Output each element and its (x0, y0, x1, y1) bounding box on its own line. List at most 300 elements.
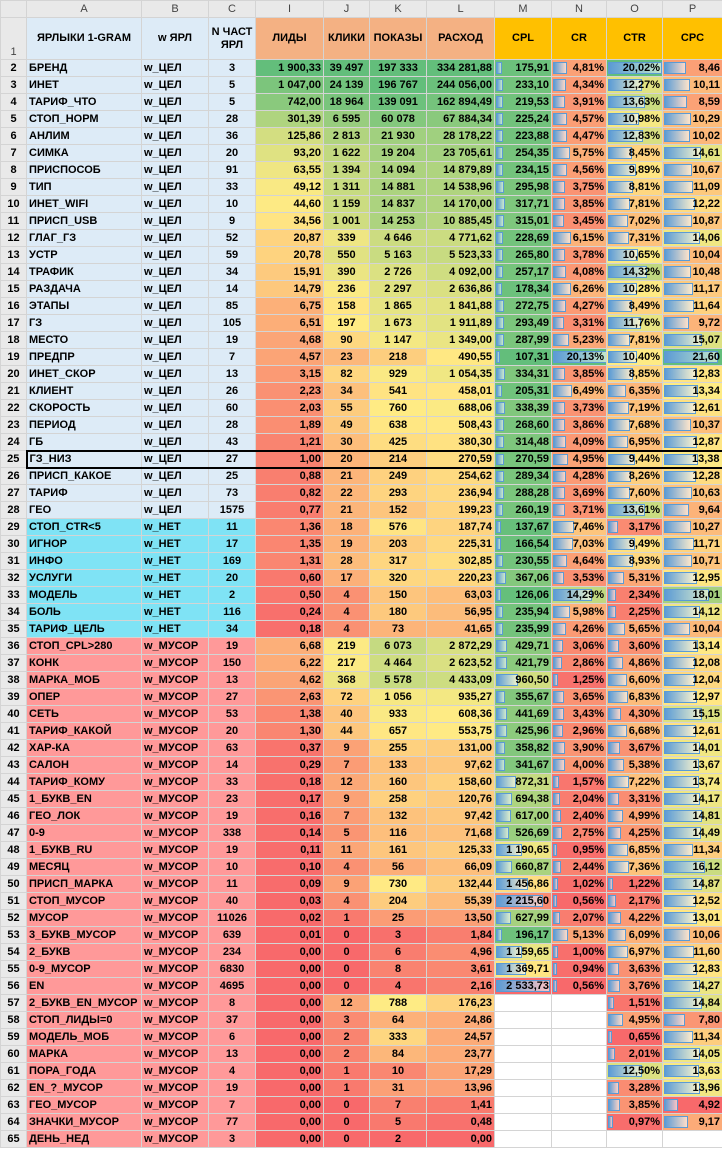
cell-cpl[interactable] (495, 587, 552, 604)
cell-cost[interactable]: 270,59 (427, 451, 495, 468)
cell-shows[interactable]: 1 147 (370, 332, 427, 349)
cell-ctr[interactable] (607, 944, 663, 961)
cell-cr[interactable] (552, 1080, 607, 1097)
cell-shows[interactable]: 64 (370, 1012, 427, 1029)
cell-cpc[interactable] (663, 978, 722, 995)
cell-cpc[interactable] (663, 604, 722, 621)
cell-ctr[interactable] (607, 451, 663, 468)
cell-lids[interactable]: 0,10 (256, 859, 324, 876)
cell-weight[interactable]: w_МУСОР (142, 944, 209, 961)
cell-cost[interactable]: 14 879,89 (427, 162, 495, 179)
cell-cpc[interactable] (663, 417, 722, 434)
cell-cost[interactable]: 41,65 (427, 621, 495, 638)
cell-cr[interactable] (552, 400, 607, 417)
cell-ctr[interactable] (607, 604, 663, 621)
cell-weight[interactable]: w_ЦЕЛ (142, 77, 209, 94)
row-number[interactable]: 41 (1, 723, 27, 740)
row-number[interactable]: 30 (1, 536, 27, 553)
cell-cr[interactable] (552, 332, 607, 349)
cell-cpc[interactable] (663, 808, 722, 825)
cell-count[interactable]: 43 (209, 434, 256, 451)
cell-cost[interactable]: 302,85 (427, 553, 495, 570)
cell-cost[interactable]: 608,36 (427, 706, 495, 723)
cell-cost[interactable]: 688,06 (427, 400, 495, 417)
cell-weight[interactable]: w_ЦЕЛ (142, 247, 209, 264)
cell-cpl[interactable] (495, 978, 552, 995)
cell-weight[interactable]: w_МУСОР (142, 774, 209, 791)
cell-count[interactable]: 23 (209, 791, 256, 808)
cell-cr[interactable] (552, 842, 607, 859)
cell-cost[interactable]: 458,01 (427, 383, 495, 400)
cell-weight[interactable]: w_ЦЕЛ (142, 264, 209, 281)
cell-cr[interactable] (552, 383, 607, 400)
cell-weight[interactable]: w_МУСОР (142, 842, 209, 859)
cell-count[interactable]: 19 (209, 332, 256, 349)
cell-label[interactable]: САЛОН (27, 757, 142, 774)
cell-ctr[interactable] (607, 298, 663, 315)
cell-clicks[interactable]: 21 (324, 468, 370, 485)
cell-cpc[interactable] (663, 60, 722, 77)
cell-lids[interactable]: 0,18 (256, 621, 324, 638)
cell-label[interactable]: ПЕРИОД (27, 417, 142, 434)
cell-clicks[interactable]: 2 (324, 1029, 370, 1046)
cell-shows[interactable]: 293 (370, 485, 427, 502)
cell-ctr[interactable] (607, 247, 663, 264)
cell-cpc[interactable] (663, 77, 722, 94)
row-number[interactable]: 18 (1, 332, 27, 349)
cell-cost[interactable]: 2 623,52 (427, 655, 495, 672)
cell-ctr[interactable] (607, 60, 663, 77)
cell-lids[interactable]: 4,57 (256, 349, 324, 366)
row-number[interactable]: 60 (1, 1046, 27, 1063)
cell-weight[interactable]: w_ЦЕЛ (142, 162, 209, 179)
cell-cr[interactable] (552, 1029, 607, 1046)
cell-lids[interactable]: 1 047,00 (256, 77, 324, 94)
cell-weight[interactable]: w_МУСОР (142, 1012, 209, 1029)
cell-cpl[interactable] (495, 808, 552, 825)
cell-cpc[interactable] (663, 1097, 722, 1114)
row-number[interactable]: 9 (1, 179, 27, 196)
cell-cpc[interactable] (663, 876, 722, 893)
cell-cpl[interactable] (495, 553, 552, 570)
cell-lids[interactable]: 14,79 (256, 281, 324, 298)
cell-cpc[interactable] (663, 536, 722, 553)
cell-ctr[interactable] (607, 179, 663, 196)
cell-weight[interactable]: w_ЦЕЛ (142, 434, 209, 451)
cell-cost[interactable]: 24,86 (427, 1012, 495, 1029)
cell-count[interactable]: 33 (209, 774, 256, 791)
cell-cr[interactable] (552, 94, 607, 111)
cell-ctr[interactable] (607, 1131, 663, 1148)
cell-cost[interactable]: 236,94 (427, 485, 495, 502)
cell-shows[interactable]: 5 163 (370, 247, 427, 264)
cell-cpl[interactable] (495, 417, 552, 434)
row-number[interactable]: 61 (1, 1063, 27, 1080)
cell-lids[interactable]: 6,51 (256, 315, 324, 332)
cell-ctr[interactable] (607, 230, 663, 247)
cell-cpl[interactable] (495, 60, 552, 77)
cell-count[interactable]: 28 (209, 417, 256, 434)
cell-cpl[interactable] (495, 349, 552, 366)
cell-cpc[interactable] (663, 468, 722, 485)
cell-cost[interactable]: 13,96 (427, 1080, 495, 1097)
cell-cr[interactable] (552, 1114, 607, 1131)
cell-clicks[interactable]: 9 (324, 740, 370, 757)
cell-ctr[interactable] (607, 536, 663, 553)
cell-weight[interactable]: w_МУСОР (142, 995, 209, 1012)
cell-count[interactable]: 14 (209, 757, 256, 774)
cell-clicks[interactable]: 4 (324, 859, 370, 876)
cell-count[interactable]: 9 (209, 213, 256, 230)
cell-shows[interactable]: 161 (370, 842, 427, 859)
cell-cost[interactable]: 24,57 (427, 1029, 495, 1046)
cell-count[interactable]: 17 (209, 536, 256, 553)
cell-clicks[interactable]: 44 (324, 723, 370, 740)
cell-label[interactable]: ПРИСП_КАКОЕ (27, 468, 142, 485)
row-number[interactable]: 36 (1, 638, 27, 655)
cell-cpc[interactable] (663, 383, 722, 400)
cell-cpc[interactable] (663, 995, 722, 1012)
cell-clicks[interactable]: 4 (324, 604, 370, 621)
cell-shows[interactable]: 5 578 (370, 672, 427, 689)
cell-cost[interactable]: 220,23 (427, 570, 495, 587)
cell-lids[interactable]: 0,14 (256, 825, 324, 842)
cell-label[interactable]: ИГНОР (27, 536, 142, 553)
cell-count[interactable]: 19 (209, 638, 256, 655)
cell-label[interactable]: ГЗ_НИЗ (27, 451, 142, 468)
cell-lids[interactable]: 49,12 (256, 179, 324, 196)
cell-clicks[interactable]: 19 (324, 536, 370, 553)
header-cell-m[interactable]: CPL (495, 18, 552, 60)
cell-cpc[interactable] (663, 315, 722, 332)
cell-label[interactable]: МОДЕЛЬ (27, 587, 142, 604)
cell-cr[interactable] (552, 434, 607, 451)
cell-cpl[interactable] (495, 196, 552, 213)
row-number[interactable]: 64 (1, 1114, 27, 1131)
cell-cost[interactable]: 23,77 (427, 1046, 495, 1063)
cell-cost[interactable]: 2 872,29 (427, 638, 495, 655)
cell-label[interactable]: ПРИСПОСОБ (27, 162, 142, 179)
cell-cpc[interactable] (663, 689, 722, 706)
cell-lids[interactable]: 0,03 (256, 893, 324, 910)
cell-count[interactable]: 3 (209, 1131, 256, 1148)
column-letter-n[interactable]: N (552, 1, 607, 18)
cell-cost[interactable]: 56,95 (427, 604, 495, 621)
cell-cost[interactable]: 1 911,89 (427, 315, 495, 332)
cell-cr[interactable] (552, 723, 607, 740)
cell-ctr[interactable] (607, 162, 663, 179)
cell-lids[interactable]: 0,82 (256, 485, 324, 502)
cell-lids[interactable]: 6,68 (256, 638, 324, 655)
cell-clicks[interactable]: 236 (324, 281, 370, 298)
cell-weight[interactable]: w_МУСОР (142, 689, 209, 706)
cell-label[interactable]: ТИП (27, 179, 142, 196)
cell-ctr[interactable] (607, 638, 663, 655)
cell-clicks[interactable]: 339 (324, 230, 370, 247)
cell-label[interactable]: РАЗДАЧА (27, 281, 142, 298)
cell-label[interactable]: ТРАФИК (27, 264, 142, 281)
cell-cost[interactable]: 5 523,33 (427, 247, 495, 264)
cell-cpc[interactable] (663, 1063, 722, 1080)
cell-cost[interactable]: 125,33 (427, 842, 495, 859)
column-letter-m[interactable]: M (495, 1, 552, 18)
cell-count[interactable]: 13 (209, 366, 256, 383)
cell-lids[interactable]: 0,24 (256, 604, 324, 621)
header-cell-l[interactable]: РАСХОД (427, 18, 495, 60)
cell-cpc[interactable] (663, 723, 722, 740)
cell-cpl[interactable] (495, 1029, 552, 1046)
cell-weight[interactable]: w_ЦЕЛ (142, 94, 209, 111)
cell-count[interactable]: 20 (209, 570, 256, 587)
cell-lids[interactable]: 63,55 (256, 162, 324, 179)
cell-shows[interactable]: 1 865 (370, 298, 427, 315)
cell-cpc[interactable] (663, 128, 722, 145)
cell-cpl[interactable] (495, 230, 552, 247)
cell-weight[interactable]: w_МУСОР (142, 655, 209, 672)
row-number[interactable]: 53 (1, 927, 27, 944)
cell-shows[interactable]: 14 253 (370, 213, 427, 230)
cell-weight[interactable]: w_МУСОР (142, 910, 209, 927)
cell-clicks[interactable]: 12 (324, 774, 370, 791)
cell-shows[interactable]: 258 (370, 791, 427, 808)
cell-cpl[interactable] (495, 876, 552, 893)
cell-label[interactable]: МОДЕЛЬ_МОБ (27, 1029, 142, 1046)
cell-count[interactable]: 19 (209, 1080, 256, 1097)
cell-weight[interactable]: w_НЕТ (142, 570, 209, 587)
cell-cpl[interactable] (495, 400, 552, 417)
cell-cr[interactable] (552, 791, 607, 808)
cell-cost[interactable]: 1,41 (427, 1097, 495, 1114)
cell-cpl[interactable] (495, 961, 552, 978)
cell-cpl[interactable] (495, 264, 552, 281)
cell-count[interactable]: 27 (209, 689, 256, 706)
cell-ctr[interactable] (607, 1063, 663, 1080)
cell-weight[interactable]: w_ЦЕЛ (142, 383, 209, 400)
cell-weight[interactable]: w_НЕТ (142, 621, 209, 638)
cell-cost[interactable]: 176,23 (427, 995, 495, 1012)
cell-label[interactable]: ГЕО_МУСОР (27, 1097, 142, 1114)
cell-weight[interactable]: w_МУСОР (142, 1131, 209, 1148)
cell-cpc[interactable] (663, 366, 722, 383)
cell-cr[interactable] (552, 876, 607, 893)
cell-shows[interactable]: 320 (370, 570, 427, 587)
row-number[interactable]: 42 (1, 740, 27, 757)
cell-clicks[interactable]: 1 (324, 910, 370, 927)
cell-count[interactable]: 53 (209, 706, 256, 723)
cell-cpc[interactable] (663, 349, 722, 366)
cell-shows[interactable]: 6 073 (370, 638, 427, 655)
cell-count[interactable]: 85 (209, 298, 256, 315)
cell-cpc[interactable] (663, 570, 722, 587)
cell-weight[interactable]: w_МУСОР (142, 706, 209, 723)
cell-cpl[interactable] (495, 672, 552, 689)
cell-ctr[interactable] (607, 689, 663, 706)
cell-clicks[interactable]: 11 (324, 842, 370, 859)
row-number[interactable]: 10 (1, 196, 27, 213)
cell-ctr[interactable] (607, 791, 663, 808)
cell-cr[interactable] (552, 281, 607, 298)
cell-label[interactable]: 2_БУКВ (27, 944, 142, 961)
cell-lids[interactable]: 0,00 (256, 1029, 324, 1046)
cell-weight[interactable]: w_МУСОР (142, 893, 209, 910)
cell-cr[interactable] (552, 808, 607, 825)
cell-cost[interactable]: 199,23 (427, 502, 495, 519)
cell-lids[interactable]: 0,77 (256, 502, 324, 519)
cell-weight[interactable]: w_МУСОР (142, 808, 209, 825)
cell-label[interactable]: 0-9_МУСОР (27, 961, 142, 978)
cell-weight[interactable]: w_МУСОР (142, 1080, 209, 1097)
cell-lids[interactable]: 0,00 (256, 1063, 324, 1080)
cell-count[interactable]: 6 (209, 1029, 256, 1046)
cell-ctr[interactable] (607, 621, 663, 638)
cell-ctr[interactable] (607, 723, 663, 740)
cell-cost[interactable]: 97,62 (427, 757, 495, 774)
cell-ctr[interactable] (607, 774, 663, 791)
cell-lids[interactable]: 6,22 (256, 655, 324, 672)
row-number[interactable]: 13 (1, 247, 27, 264)
cell-cost[interactable]: 10 885,45 (427, 213, 495, 230)
cell-cr[interactable] (552, 604, 607, 621)
cell-cpl[interactable] (495, 740, 552, 757)
cell-count[interactable]: 8 (209, 995, 256, 1012)
cell-cr[interactable] (552, 230, 607, 247)
cell-label[interactable]: МЕСТО (27, 332, 142, 349)
cell-clicks[interactable]: 7 (324, 757, 370, 774)
cell-clicks[interactable]: 55 (324, 400, 370, 417)
cell-count[interactable]: 169 (209, 553, 256, 570)
cell-cpc[interactable] (663, 451, 722, 468)
cell-cpc[interactable] (663, 672, 722, 689)
cell-clicks[interactable]: 72 (324, 689, 370, 706)
cell-cpl[interactable] (495, 706, 552, 723)
cell-label[interactable]: ТАРИФ_КОМУ (27, 774, 142, 791)
row-number[interactable]: 59 (1, 1029, 27, 1046)
cell-label[interactable]: ИНЕТ (27, 77, 142, 94)
cell-cr[interactable] (552, 77, 607, 94)
cell-cost[interactable]: 1,84 (427, 927, 495, 944)
cell-label[interactable]: ДЕНЬ_НЕД (27, 1131, 142, 1148)
cell-cpc[interactable] (663, 162, 722, 179)
row-number[interactable]: 14 (1, 264, 27, 281)
cell-ctr[interactable] (607, 77, 663, 94)
cell-cpc[interactable] (663, 910, 722, 927)
row-number[interactable]: 24 (1, 434, 27, 451)
cell-lids[interactable]: 0,00 (256, 944, 324, 961)
cell-cr[interactable] (552, 553, 607, 570)
cell-clicks[interactable]: 197 (324, 315, 370, 332)
cell-label[interactable]: СКОРОСТЬ (27, 400, 142, 417)
cell-count[interactable]: 40 (209, 893, 256, 910)
cell-weight[interactable]: w_ЦЕЛ (142, 179, 209, 196)
cell-clicks[interactable]: 1 (324, 1063, 370, 1080)
row-number[interactable]: 47 (1, 825, 27, 842)
cell-cpl[interactable] (495, 570, 552, 587)
cell-cpl[interactable] (495, 1131, 552, 1148)
cell-shows[interactable]: 14 094 (370, 162, 427, 179)
cell-cpl[interactable] (495, 128, 552, 145)
row-number[interactable]: 27 (1, 485, 27, 502)
cell-lids[interactable]: 0,02 (256, 910, 324, 927)
row-number[interactable]: 21 (1, 383, 27, 400)
cell-clicks[interactable]: 82 (324, 366, 370, 383)
cell-cr[interactable] (552, 859, 607, 876)
column-letter-b[interactable]: B (142, 1, 209, 18)
cell-cr[interactable] (552, 366, 607, 383)
cell-weight[interactable]: w_ЦЕЛ (142, 349, 209, 366)
cell-cpl[interactable] (495, 1046, 552, 1063)
cell-cpc[interactable] (663, 893, 722, 910)
cell-cpc[interactable] (663, 264, 722, 281)
cell-cpc[interactable] (663, 485, 722, 502)
cell-label[interactable]: СТОП_НОРМ (27, 111, 142, 128)
cell-label[interactable]: ИНЕТ_СКОР (27, 366, 142, 383)
cell-cost[interactable]: 1 841,88 (427, 298, 495, 315)
cell-lids[interactable]: 0,00 (256, 978, 324, 995)
cell-count[interactable]: 150 (209, 655, 256, 672)
cell-cost[interactable]: 131,00 (427, 740, 495, 757)
cell-clicks[interactable]: 4 (324, 621, 370, 638)
cell-lids[interactable]: 0,16 (256, 808, 324, 825)
cell-ctr[interactable] (607, 196, 663, 213)
cell-label[interactable]: 0-9 (27, 825, 142, 842)
cell-count[interactable]: 4 (209, 1063, 256, 1080)
cell-count[interactable]: 34 (209, 264, 256, 281)
cell-count[interactable]: 73 (209, 485, 256, 502)
cell-shows[interactable]: 5 (370, 1114, 427, 1131)
cell-cpl[interactable] (495, 502, 552, 519)
cell-cr[interactable] (552, 179, 607, 196)
cell-lids[interactable]: 1,00 (256, 451, 324, 468)
cell-ctr[interactable] (607, 757, 663, 774)
cell-shows[interactable]: 214 (370, 451, 427, 468)
cell-cpc[interactable] (663, 230, 722, 247)
cell-count[interactable]: 77 (209, 1114, 256, 1131)
cell-weight[interactable]: w_МУСОР (142, 1046, 209, 1063)
cell-cpl[interactable] (495, 247, 552, 264)
cell-count[interactable]: 6830 (209, 961, 256, 978)
cell-cr[interactable] (552, 1131, 607, 1148)
cell-weight[interactable]: w_МУСОР (142, 927, 209, 944)
cell-cost[interactable]: 490,55 (427, 349, 495, 366)
cell-label[interactable]: ГЕО_ЛОК (27, 808, 142, 825)
cell-cost[interactable]: 244 056,00 (427, 77, 495, 94)
column-letter-o[interactable]: O (607, 1, 663, 18)
row-number[interactable]: 65 (1, 1131, 27, 1148)
header-cell-p[interactable]: CPC (663, 18, 722, 60)
cell-ctr[interactable] (607, 706, 663, 723)
cell-lids[interactable]: 4,68 (256, 332, 324, 349)
cell-lids[interactable]: 0,17 (256, 791, 324, 808)
cell-shows[interactable]: 6 (370, 944, 427, 961)
cell-cr[interactable] (552, 417, 607, 434)
cell-weight[interactable]: w_ЦЕЛ (142, 417, 209, 434)
cell-cost[interactable]: 2,16 (427, 978, 495, 995)
cell-clicks[interactable]: 1 001 (324, 213, 370, 230)
cell-shows[interactable]: 10 (370, 1063, 427, 1080)
cell-label[interactable]: СТОП_CTR<5 (27, 519, 142, 536)
row-number[interactable]: 20 (1, 366, 27, 383)
cell-shows[interactable]: 196 767 (370, 77, 427, 94)
cell-cost[interactable]: 17,29 (427, 1063, 495, 1080)
cell-clicks[interactable]: 0 (324, 1114, 370, 1131)
row-number[interactable]: 57 (1, 995, 27, 1012)
cell-cr[interactable] (552, 757, 607, 774)
cell-lids[interactable]: 0,00 (256, 961, 324, 978)
cell-cpl[interactable] (495, 111, 552, 128)
cell-cr[interactable] (552, 1046, 607, 1063)
cell-cr[interactable] (552, 655, 607, 672)
cell-cost[interactable]: 120,76 (427, 791, 495, 808)
